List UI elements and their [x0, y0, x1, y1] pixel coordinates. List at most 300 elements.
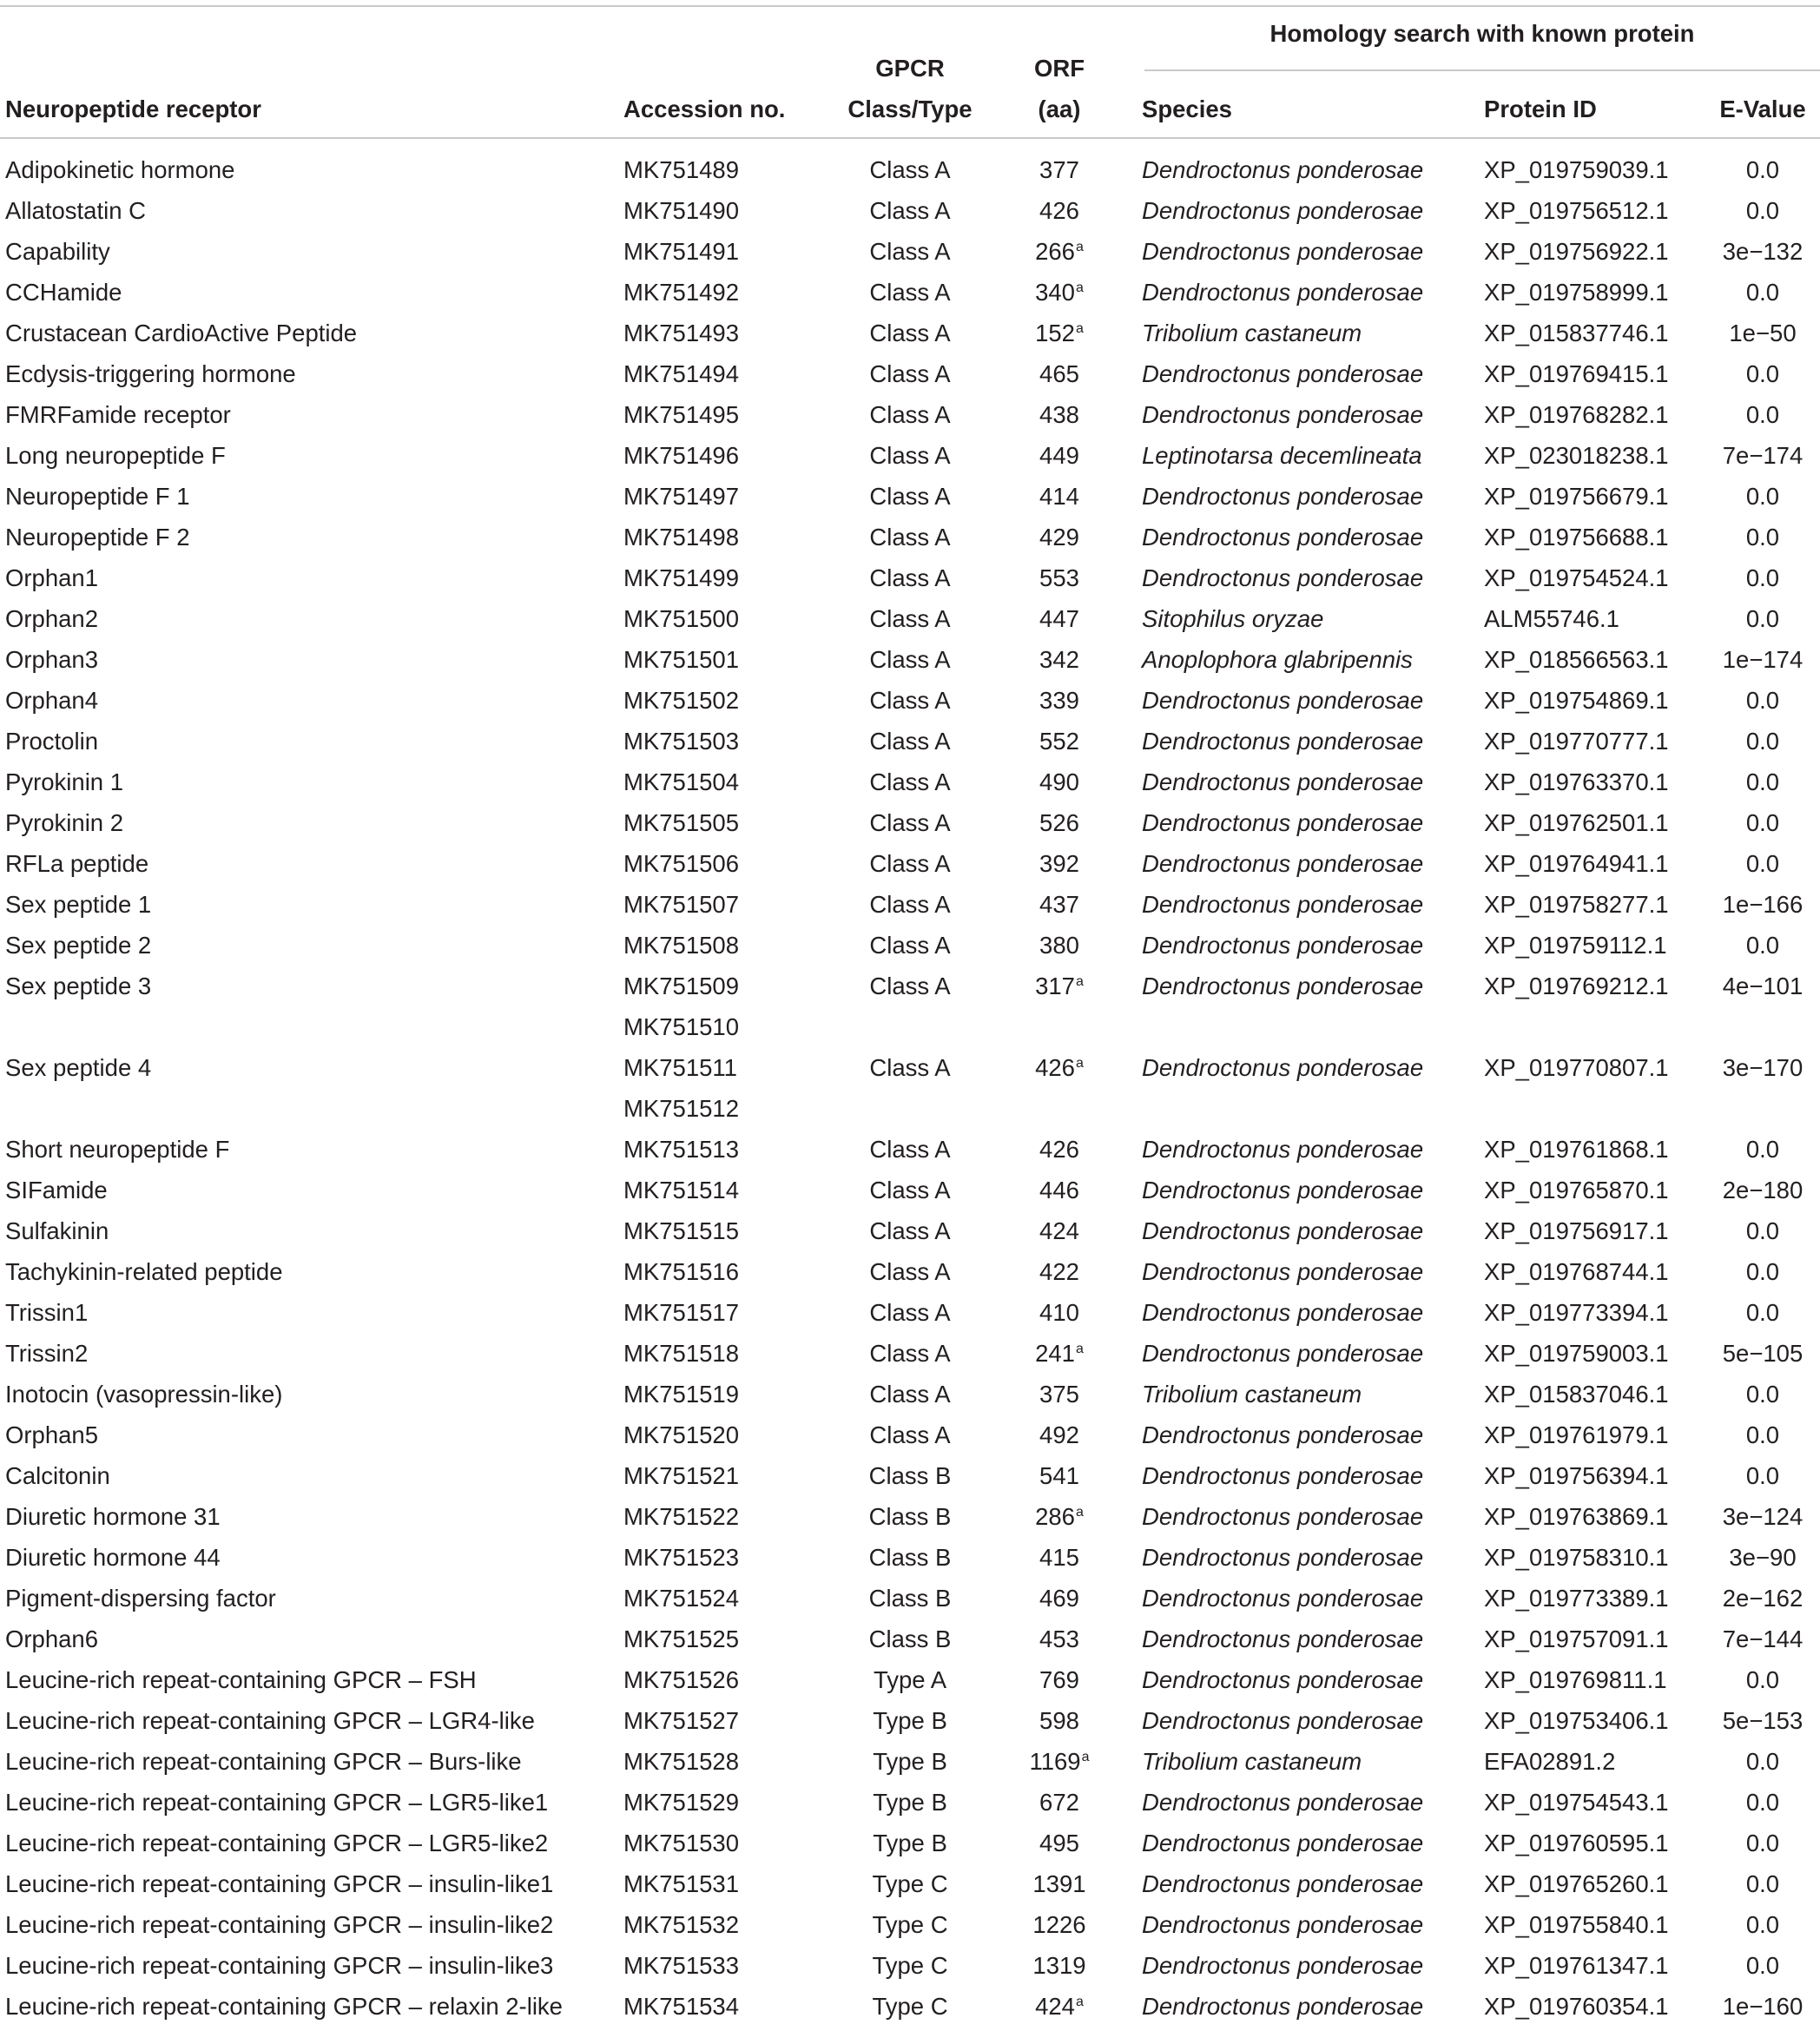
species-cell-text: Dendroctonus ponderosae — [1142, 1421, 1424, 1448]
evalue-cell — [1705, 843, 1820, 884]
evalue-cell — [1705, 884, 1820, 925]
protein-id-cell — [1484, 1251, 1669, 1292]
accession-cell — [623, 149, 739, 190]
class-cell-text: Class A — [869, 442, 951, 469]
protein-id-cell — [1484, 190, 1669, 231]
class-cell — [841, 1659, 979, 1700]
orf-cell-text: 447 — [1039, 605, 1079, 632]
header-orf-line1: ORF — [1033, 55, 1085, 82]
species-cell-text: Dendroctonus ponderosae — [1142, 768, 1424, 795]
species-cell-text: Dendroctonus ponderosae — [1142, 360, 1424, 387]
receptor-cell-text: Leucine-rich repeat-containing GPCR – Burs-like — [5, 1748, 522, 1775]
evalue-cell-text: 5e−105 — [1722, 1340, 1804, 1367]
orf-footnote-marker: a — [1081, 1750, 1090, 1764]
protein-id-cell — [1484, 476, 1669, 517]
class-cell-text: Type B — [873, 1707, 947, 1734]
accession-cell — [623, 1006, 739, 1047]
receptor-cell — [5, 843, 148, 884]
protein-id-cell — [1484, 1047, 1669, 1088]
accession-cell-text: MK751530 — [623, 1830, 740, 1856]
receptor-cell-text: Diuretic hormone 44 — [5, 1544, 221, 1571]
class-cell-text: Class A — [869, 768, 951, 795]
orf-cell-text: 424 — [1039, 1217, 1079, 1244]
class-cell — [841, 1170, 979, 1210]
class-cell — [841, 1455, 979, 1496]
table-row — [0, 1333, 1820, 1374]
evalue-cell-text: 0.0 — [1745, 1789, 1780, 1816]
evalue-cell — [1705, 966, 1820, 1006]
orf-cell-text: 541 — [1039, 1462, 1079, 1489]
protein-id-cell — [1484, 313, 1669, 353]
receptor-cell-text: Capability — [5, 238, 110, 265]
receptor-cell-text: Trissin2 — [5, 1340, 89, 1367]
evalue-cell-text: 5e−153 — [1722, 1707, 1804, 1734]
accession-cell-text: MK751529 — [623, 1789, 740, 1816]
accession-cell-text: MK751490 — [623, 197, 740, 224]
receptor-cell-text: Orphan4 — [5, 687, 99, 714]
orf-cell — [1012, 884, 1107, 925]
evalue-cell — [1705, 762, 1820, 802]
species-cell — [1142, 149, 1423, 190]
protein-id-cell-text: XP_019761347.1 — [1484, 1952, 1669, 1979]
species-cell — [1142, 1210, 1423, 1251]
protein-id-cell-text: EFA02891.2 — [1484, 1748, 1616, 1775]
accession-cell-text: MK751495 — [623, 401, 740, 428]
protein-id-cell — [1484, 1700, 1669, 1741]
receptor-cell — [5, 1782, 548, 1823]
receptor-cell-text: Neuropeptide F 1 — [5, 483, 190, 510]
receptor-cell — [5, 1659, 477, 1700]
evalue-cell — [1705, 802, 1820, 843]
protein-id-cell-text: XP_015837046.1 — [1484, 1381, 1669, 1408]
orf-cell — [1012, 1210, 1107, 1251]
class-cell — [841, 313, 979, 353]
species-cell-text: Dendroctonus ponderosae — [1142, 809, 1424, 836]
class-cell-text: Class A — [869, 687, 951, 714]
orf-cell-text: 1226 — [1032, 1911, 1086, 1938]
class-cell-text: Class A — [869, 1258, 951, 1285]
receptor-cell-text: Short neuropeptide F — [5, 1136, 230, 1163]
species-cell-text: Dendroctonus ponderosae — [1142, 1503, 1424, 1530]
protein-id-cell-text: XP_019754543.1 — [1484, 1789, 1669, 1816]
receptor-cell-text: Pigment-dispersing factor — [5, 1585, 276, 1612]
table-row — [0, 1088, 1820, 1129]
species-cell-text: Dendroctonus ponderosae — [1142, 1625, 1424, 1652]
species-cell — [1142, 353, 1423, 394]
receptor-cell-text: Allatostatin C — [5, 197, 147, 224]
evalue-cell — [1705, 557, 1820, 598]
table-row — [0, 476, 1820, 517]
class-cell-text: Type C — [872, 1870, 948, 1897]
class-cell — [841, 1129, 979, 1170]
species-cell — [1142, 313, 1362, 353]
evalue-cell — [1705, 149, 1820, 190]
class-cell — [841, 598, 979, 639]
evalue-cell-text: 1e−166 — [1722, 891, 1804, 918]
class-cell-text: Class A — [869, 1177, 951, 1203]
evalue-cell — [1705, 1537, 1820, 1578]
species-cell — [1142, 843, 1423, 884]
protein-id-cell — [1484, 1374, 1669, 1414]
table-row — [0, 557, 1820, 598]
evalue-cell-text: 0.0 — [1745, 1870, 1780, 1897]
orf-cell — [1012, 1904, 1107, 1945]
orf-cell — [1012, 1659, 1107, 1700]
species-cell — [1142, 1986, 1423, 2027]
protein-id-cell-text: XP_019764941.1 — [1484, 850, 1669, 877]
species-cell — [1142, 1129, 1423, 1170]
receptor-cell-text: Orphan1 — [5, 564, 99, 591]
orf-cell — [1012, 1333, 1107, 1378]
receptor-cell — [5, 1129, 229, 1170]
accession-cell — [623, 272, 739, 313]
orf-cell — [1012, 1945, 1107, 1986]
class-cell-text: Class A — [869, 1340, 951, 1367]
protein-id-cell-text: XP_018566563.1 — [1484, 646, 1669, 673]
species-cell-text: Sitophilus oryzae — [1142, 605, 1324, 632]
receptor-cell-text: Diuretic hormone 31 — [5, 1503, 221, 1530]
receptor-cell — [5, 762, 123, 802]
evalue-cell — [1705, 1496, 1820, 1537]
header-bottom-rule — [0, 137, 1820, 139]
protein-id-cell-text: XP_019758999.1 — [1484, 279, 1669, 306]
evalue-cell-text: 0.0 — [1745, 1217, 1780, 1244]
protein-id-cell — [1484, 639, 1669, 680]
accession-cell — [623, 802, 739, 843]
orf-cell — [1012, 190, 1107, 231]
evalue-cell — [1705, 1619, 1820, 1659]
class-cell — [841, 1292, 979, 1333]
protein-id-cell — [1484, 149, 1669, 190]
species-cell — [1142, 517, 1423, 557]
table-row — [0, 1170, 1820, 1210]
class-cell — [841, 1904, 979, 1945]
orf-cell-text: 495 — [1039, 1830, 1079, 1856]
evalue-cell-text: 1e−174 — [1722, 646, 1804, 673]
accession-cell — [623, 190, 739, 231]
accession-cell — [623, 231, 739, 272]
protein-id-cell-text: XP_015837746.1 — [1484, 320, 1669, 346]
class-cell — [841, 1414, 979, 1455]
class-cell — [841, 557, 979, 598]
evalue-cell-text: 0.0 — [1745, 483, 1780, 510]
table-row — [0, 394, 1820, 435]
accession-cell — [623, 1210, 739, 1251]
receptor-cell — [5, 1455, 110, 1496]
protein-id-cell — [1484, 966, 1669, 1006]
accession-cell — [623, 313, 739, 353]
protein-id-cell — [1484, 1333, 1669, 1374]
homology-group-rule — [1144, 69, 1820, 71]
accession-cell — [623, 762, 739, 802]
orf-cell — [1012, 802, 1107, 843]
table-row — [0, 1251, 1820, 1292]
orf-cell-text: 426 — [1039, 1136, 1079, 1163]
evalue-cell-text: 0.0 — [1745, 197, 1780, 224]
accession-cell-text: MK751532 — [623, 1911, 740, 1938]
receptor-cell — [5, 1823, 548, 1863]
orf-cell-text: 437 — [1039, 891, 1079, 918]
table-row — [0, 1986, 1820, 2027]
accession-cell — [623, 925, 739, 966]
evalue-cell-text: 0.0 — [1745, 1462, 1780, 1489]
class-cell — [841, 1047, 979, 1088]
accession-cell — [623, 1578, 739, 1619]
table-body — [0, 149, 1820, 2027]
protein-id-cell-text: XP_023018238.1 — [1484, 442, 1669, 469]
table-row — [0, 843, 1820, 884]
accession-cell — [623, 1251, 739, 1292]
orf-cell-text: 1391 — [1032, 1870, 1086, 1897]
class-cell — [841, 1496, 979, 1537]
class-cell-text: Class A — [869, 1299, 951, 1326]
receptor-cell — [5, 1496, 221, 1537]
protein-id-cell — [1484, 1986, 1669, 2027]
evalue-cell — [1705, 925, 1820, 966]
class-cell — [841, 1945, 979, 1986]
accession-cell — [623, 1823, 739, 1863]
table-row — [0, 1578, 1820, 1619]
orf-cell-text: 342 — [1039, 646, 1079, 673]
species-cell — [1142, 680, 1423, 721]
header-accession: Accession no. — [623, 96, 786, 122]
species-cell — [1142, 190, 1423, 231]
evalue-cell — [1705, 1333, 1820, 1374]
orf-cell-text: 465 — [1039, 360, 1079, 387]
class-cell-text: Class A — [869, 360, 951, 387]
protein-id-cell-text: XP_019768744.1 — [1484, 1258, 1669, 1285]
protein-id-cell-text: ALM55746.1 — [1484, 605, 1619, 632]
species-cell — [1142, 966, 1423, 1006]
table-row — [0, 762, 1820, 802]
species-cell — [1142, 1904, 1423, 1945]
receptor-cell-text: Neuropeptide F 2 — [5, 524, 190, 551]
receptor-cell-text: Sex peptide 4 — [5, 1054, 152, 1081]
species-cell-text: Dendroctonus ponderosae — [1142, 1585, 1424, 1612]
evalue-cell-text: 0.0 — [1745, 1381, 1780, 1408]
table-row — [0, 1823, 1820, 1863]
protein-id-cell-text: XP_019759112.1 — [1484, 932, 1667, 959]
accession-cell — [623, 1945, 739, 1986]
orf-cell-text: 492 — [1039, 1421, 1079, 1448]
evalue-cell-text: 0.0 — [1745, 932, 1780, 959]
receptor-cell-text: Leucine-rich repeat-containing GPCR – LGR5-like2 — [5, 1830, 549, 1856]
evalue-cell — [1705, 598, 1820, 639]
table-row — [0, 925, 1820, 966]
species-cell-text: Dendroctonus ponderosae — [1142, 728, 1424, 755]
evalue-cell — [1705, 1455, 1820, 1496]
accession-cell — [623, 1986, 739, 2027]
accession-cell-text: MK751517 — [623, 1299, 740, 1326]
class-cell-text: Type C — [872, 1952, 948, 1979]
orf-cell-text: 438 — [1039, 401, 1079, 428]
accession-cell-text: MK751489 — [623, 156, 740, 183]
receptor-cell — [5, 1251, 283, 1292]
accession-cell — [623, 557, 739, 598]
table-row — [0, 1455, 1820, 1496]
class-cell-text: Class B — [868, 1585, 952, 1612]
accession-cell-text: MK751498 — [623, 524, 740, 551]
accession-cell-text: MK751520 — [623, 1421, 740, 1448]
accession-cell — [623, 721, 739, 762]
class-cell-text: Class A — [869, 809, 951, 836]
receptor-cell — [5, 966, 151, 1006]
receptor-cell-text: Leucine-rich repeat-containing GPCR – insulin-like3 — [5, 1952, 554, 1979]
receptor-cell-text: Leucine-rich repeat-containing GPCR – insulin-like2 — [5, 1911, 554, 1938]
class-cell-text: Type A — [873, 1666, 947, 1693]
protein-id-cell — [1484, 1782, 1669, 1823]
receptor-cell-text: Sex peptide 3 — [5, 973, 152, 999]
table-row — [0, 1741, 1820, 1782]
accession-cell — [623, 1455, 739, 1496]
class-cell-text: Class A — [869, 197, 951, 224]
protein-id-cell-text: XP_019768282.1 — [1484, 401, 1669, 428]
species-cell-text: Dendroctonus ponderosae — [1142, 401, 1424, 428]
accession-cell — [623, 1619, 739, 1659]
table-row — [0, 231, 1820, 272]
class-cell-text: Class B — [868, 1625, 952, 1652]
evalue-cell — [1705, 680, 1820, 721]
class-cell — [841, 476, 979, 517]
accession-cell — [623, 843, 739, 884]
accession-cell — [623, 1292, 739, 1333]
evalue-cell — [1705, 1782, 1820, 1823]
orf-cell — [1012, 435, 1107, 476]
accession-cell — [623, 1170, 739, 1210]
receptor-cell-text: Inotocin (vasopressin-like) — [5, 1381, 283, 1408]
receptor-cell — [5, 1741, 522, 1782]
table-row — [0, 1292, 1820, 1333]
species-cell — [1142, 925, 1423, 966]
protein-id-cell — [1484, 1414, 1669, 1455]
class-cell-text: Class A — [869, 1054, 951, 1081]
species-cell-text: Dendroctonus ponderosae — [1142, 1911, 1424, 1938]
evalue-cell — [1705, 1129, 1820, 1170]
orf-footnote-marker: a — [1075, 1995, 1084, 2009]
accession-cell — [623, 1659, 739, 1700]
receptor-cell — [5, 353, 296, 394]
evalue-cell-text: 7e−144 — [1722, 1625, 1804, 1652]
protein-id-cell — [1484, 1659, 1667, 1700]
class-cell — [841, 925, 979, 966]
species-cell-text: Dendroctonus ponderosae — [1142, 891, 1424, 918]
orf-cell — [1012, 1414, 1107, 1455]
accession-cell-text: MK751501 — [623, 646, 740, 673]
class-cell-text: Class A — [869, 401, 951, 428]
table-row — [0, 1700, 1820, 1741]
evalue-cell-text: 0.0 — [1745, 156, 1780, 183]
evalue-cell — [1705, 1741, 1820, 1782]
accession-cell-text: MK751511 — [623, 1054, 737, 1081]
protein-id-cell-text: XP_019756917.1 — [1484, 1217, 1669, 1244]
accession-cell-text: MK751523 — [623, 1544, 740, 1571]
protein-id-cell-text: XP_019762501.1 — [1484, 809, 1669, 836]
accession-cell-text: MK751492 — [623, 279, 740, 306]
species-cell-text: Tribolium castaneum — [1142, 320, 1362, 346]
receptor-cell-text: FMRFamide receptor — [5, 401, 231, 428]
protein-id-cell — [1484, 231, 1669, 272]
species-cell-text: Dendroctonus ponderosae — [1142, 524, 1424, 551]
evalue-cell — [1705, 1292, 1820, 1333]
receptor-cell — [5, 598, 98, 639]
species-cell — [1142, 1455, 1423, 1496]
receptor-cell — [5, 149, 234, 190]
evalue-cell-text: 0.0 — [1745, 360, 1780, 387]
protein-id-cell-text: XP_019754524.1 — [1484, 564, 1669, 591]
table-row — [0, 1210, 1820, 1251]
evalue-cell-text: 0.0 — [1745, 279, 1780, 306]
protein-id-cell-text: XP_019769811.1 — [1484, 1666, 1667, 1693]
class-cell — [841, 231, 979, 272]
species-cell — [1142, 802, 1423, 843]
protein-id-cell-text: XP_019769212.1 — [1484, 973, 1669, 999]
evalue-cell-text: 0.0 — [1745, 768, 1780, 795]
receptor-cell — [5, 476, 190, 517]
receptor-cell — [5, 1292, 88, 1333]
table-row — [0, 598, 1820, 639]
header-homology-group: Homology search with known protein — [1269, 20, 1695, 47]
evalue-cell-text: 0.0 — [1745, 1258, 1780, 1285]
species-cell-text: Dendroctonus ponderosae — [1142, 1177, 1424, 1203]
orf-cell — [1012, 149, 1107, 190]
receptor-cell — [5, 517, 190, 557]
class-cell-text: Class A — [869, 156, 951, 183]
receptor-cell-text: Orphan2 — [5, 605, 99, 632]
orf-cell — [1012, 1374, 1107, 1414]
species-cell-text: Tribolium castaneum — [1142, 1748, 1362, 1775]
species-cell — [1142, 1251, 1423, 1292]
receptor-cell — [5, 190, 146, 231]
class-cell — [841, 435, 979, 476]
species-cell — [1142, 1741, 1362, 1782]
orf-cell — [1012, 272, 1107, 317]
species-cell-text: Dendroctonus ponderosae — [1142, 973, 1424, 999]
species-cell — [1142, 1414, 1423, 1455]
accession-cell — [623, 966, 739, 1006]
receptor-cell-text: SIFamide — [5, 1177, 108, 1203]
orf-cell-text: 241 — [1035, 1340, 1075, 1367]
orf-cell — [1012, 476, 1107, 517]
evalue-cell — [1705, 1945, 1820, 1986]
species-cell-text: Dendroctonus ponderosae — [1142, 1462, 1424, 1489]
receptor-cell — [5, 1578, 276, 1619]
receptor-cell — [5, 557, 98, 598]
receptor-cell-text: Pyrokinin 2 — [5, 809, 124, 836]
receptor-cell — [5, 313, 357, 353]
accession-cell-text: MK751512 — [623, 1095, 740, 1122]
accession-cell-text: MK751525 — [623, 1625, 740, 1652]
accession-cell — [623, 1374, 739, 1414]
accession-cell-text: MK751505 — [623, 809, 740, 836]
species-cell — [1142, 476, 1423, 517]
receptor-cell-text: Leucine-rich repeat-containing GPCR – relaxin 2-like — [5, 1993, 563, 2020]
table-row — [0, 1659, 1820, 1700]
accession-cell-text: MK751507 — [623, 891, 740, 918]
accession-cell-text: MK751531 — [623, 1870, 740, 1897]
class-cell-text: Class A — [869, 238, 951, 265]
orf-cell-text: 392 — [1039, 850, 1079, 877]
accession-cell — [623, 394, 739, 435]
species-cell — [1142, 1823, 1423, 1863]
protein-id-cell-text: XP_019770807.1 — [1484, 1054, 1669, 1081]
protein-id-cell — [1484, 1863, 1669, 1904]
protein-id-cell — [1484, 884, 1669, 925]
receptor-cell — [5, 639, 98, 680]
header-evalue: E-Value — [1719, 96, 1806, 122]
receptor-cell-text: Leucine-rich repeat-containing GPCR – LGR5-like1 — [5, 1789, 549, 1816]
class-cell — [841, 1823, 979, 1863]
protein-id-cell-text: XP_019759003.1 — [1484, 1340, 1669, 1367]
